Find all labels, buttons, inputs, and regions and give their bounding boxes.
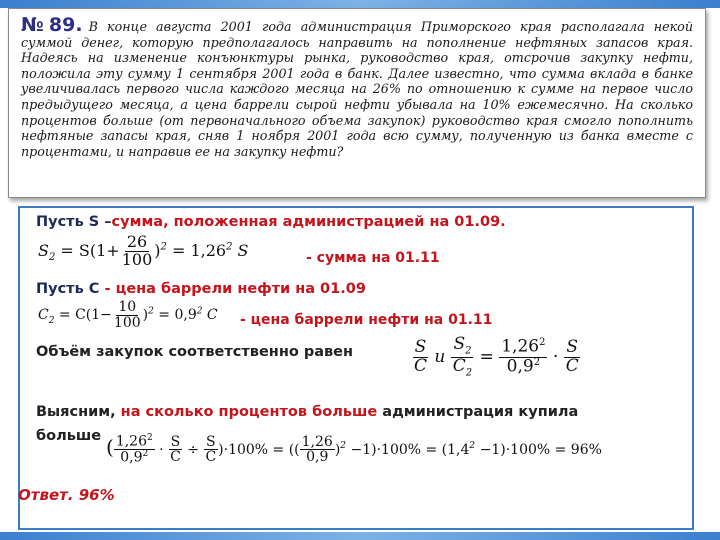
- fraction-126-09: $\frac{1,26^2}{0,9^2}$: [501, 337, 546, 377]
- clarify-word: Выясним,: [36, 404, 116, 420]
- problem-text: [21, 14, 693, 159]
- formula-volumes: $\frac{S}{C}$ и $\frac{S_2}{C_2}$ = $\frac{1,26^2}{0,9^2}$ · $\frac{S}{C}$: [414, 334, 579, 379]
- problem-statement-box: [8, 8, 706, 198]
- let-s-definition: сумма, положенная администрацией на 01.09.: [111, 214, 506, 230]
- problem-number: №89.: [21, 14, 83, 36]
- let-c-prefix: Пусть С: [36, 281, 100, 297]
- solution-line-4: [36, 404, 578, 420]
- fraction-10-100: $\frac{10}{100}$: [113, 299, 141, 331]
- formula-c2: $C_2 = C(1-$ $\frac{10}{100}$ )$^2 = 0,9^2$ C: [38, 299, 218, 331]
- fraction-s-over-c-b: $\frac{S}{C}$: [205, 433, 217, 466]
- fraction-s2-c2: $\frac{S_2}{C_2}$: [452, 334, 473, 379]
- let-c-definition: - цена баррели нефти на 01.09: [104, 281, 366, 297]
- fraction-s-c: $\frac{S}{C}$: [414, 337, 428, 376]
- fraction-26-100: $\frac{26}{100}$: [121, 232, 153, 269]
- top-decorative-bar: [0, 0, 720, 8]
- formula-s2: $S_2 = S(1+$ $\frac{26}{100}$ )$^2 = 1,26^2$ S: [38, 232, 249, 269]
- clarify-rest: администрация купила: [382, 404, 579, 420]
- answer-text: Ответ. 96%: [18, 486, 115, 504]
- note-sum-0111: - сумма на 01.11: [306, 250, 440, 266]
- let-s-prefix: Пусть S –: [36, 214, 112, 230]
- solution-line-1: [36, 214, 506, 230]
- formula-percent: ( $\frac{1,26^2}{0,9^2}$ · $\frac{S}{C}$ ÷ $\frac{S}{C}$ )·100% = (( $\frac{1,26}{0,9}$ )$^2 -1)\cdot 100\% = (1,4^2 -1)\cdot 100\% = 96\%$: [106, 433, 602, 466]
- bottom-decorative-bar: [0, 532, 720, 540]
- fraction-s-over-c-a: $\frac{S}{C}$: [170, 433, 181, 466]
- clarify-question: на сколько процентов больше: [120, 404, 378, 420]
- fraction-126-over-09: $\frac{1,26}{0,9}$: [301, 433, 333, 466]
- solution-line-2: [36, 281, 366, 297]
- fraction-s-c-2: $\frac{S}{C}$: [565, 337, 579, 376]
- problem-body: В конце августа 2001 года администрация Приморского края располагала некой суммой денег, которую предполагалось направить на пополнение нефтяных запасов края. Надеясь на изменение конъюнктуры рынка, руководство края, отсрочив закупку нефти, положила эту сумму 1 сентября 2001 года в банк. Далее известно, что сумма вклада в банке увеличивалась первого числа каждого месяца на 26% по отношению к сумме на первое число предыдущего месяца, а цена баррели сырой нефти убывала на 10% ежемесячно. На сколько процентов больше (от первоначального объема закупок) руководство края смогло пополнить нефтяные запасы края, сняв 1 ноября 2001 года всю сумму, полученную из банка вместе с процентами, и направив ее на закупку нефти?: [21, 19, 693, 159]
- solution-line-3: Объём закупок соответственно равен: [36, 344, 354, 360]
- fraction-126sq-09sq: $\frac{1,26^2}{0,9^2}$: [115, 433, 153, 466]
- note-price-0111: - цена баррели нефти на 01.11: [240, 312, 493, 328]
- solution-line-4b: больше: [36, 428, 102, 444]
